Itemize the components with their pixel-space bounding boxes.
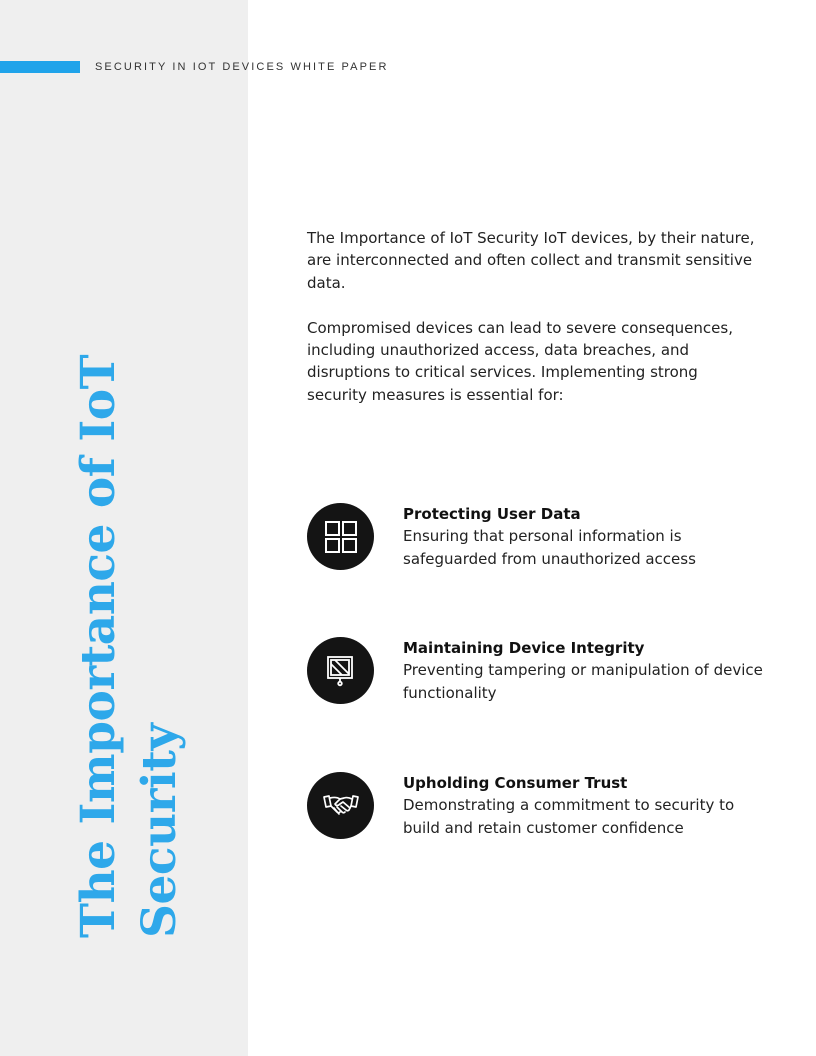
monitor-icon — [307, 637, 374, 704]
feature-description: Preventing tampering or manipulation of device functionality — [403, 661, 763, 702]
intro-paragraph-1: The Importance of IoT Security IoT devices, by their nature, are interconnected and often collect and transmit sensitive data. — [307, 229, 755, 292]
accent-bar — [0, 61, 80, 73]
feature-protecting-user-data — [307, 503, 767, 571]
feature-title: Protecting User Data — [403, 505, 581, 523]
feature-title: Maintaining Device Integrity — [403, 639, 645, 657]
handshake-icon — [307, 772, 374, 839]
intro-paragraph-2: Compromised devices can lead to severe consequences, including unauthorized access, data breaches, and disruptions to critical services. Implementing strong security measures is essential for: — [307, 318, 733, 404]
running-header: SECURITY IN IOT DEVICES WHITE PAPER — [95, 61, 389, 73]
page-title-line-1: The Importance of IoT — [71, 354, 126, 938]
intro-section — [307, 227, 757, 406]
feature-description: Ensuring that personal information is safeguarded from unauthorized access — [403, 527, 696, 568]
feature-upholding-consumer-trust — [307, 772, 767, 840]
page-title-line-2: Security — [132, 723, 187, 938]
page-title — [68, 354, 187, 938]
feature-maintaining-device-integrity — [307, 637, 767, 705]
grid-icon — [307, 503, 374, 570]
feature-title: Upholding Consumer Trust — [403, 774, 628, 792]
feature-description: Demonstrating a commitment to security to build and retain customer confidence — [403, 796, 735, 837]
